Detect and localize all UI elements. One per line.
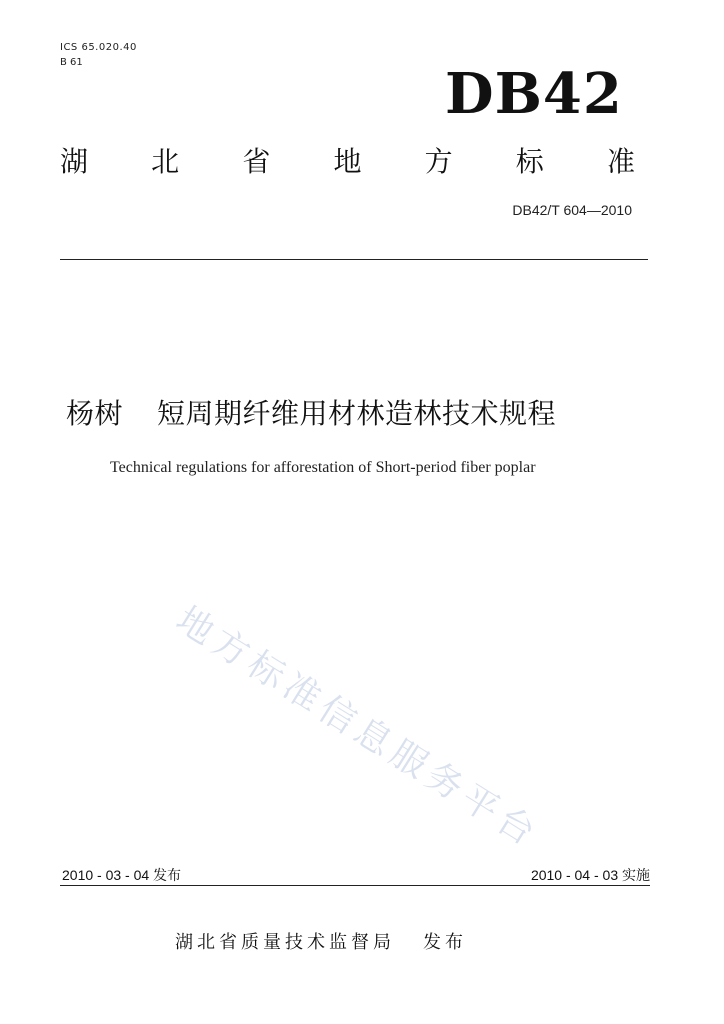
issuer-action: 发布 (423, 932, 467, 953)
standard-logo: DB42 (445, 61, 623, 127)
standard-number: DB42/T 604—2010 (512, 202, 632, 218)
footer-divider (60, 885, 650, 886)
ccs-code: B 61 (60, 57, 83, 68)
implementation-date: 2010 - 04 - 03 实施 (530, 867, 650, 883)
title-english: Technical regulations for afforestation of Short-period fiber poplar (110, 459, 536, 476)
standard-type-char: 地 (333, 145, 362, 178)
standard-type-char: 省 (242, 145, 271, 178)
standard-type-char: 准 (606, 145, 635, 178)
issuer-line (175, 930, 467, 956)
issuer-name: 湖北省质量技术监督局 (175, 932, 395, 953)
standard-type-heading (60, 140, 635, 184)
watermark: 地方标准信息服务平台 (168, 599, 547, 857)
standard-type-char: 北 (151, 145, 180, 178)
standard-type-char: 方 (424, 145, 453, 178)
title-chinese (66, 392, 556, 436)
header-divider (60, 259, 648, 260)
issue-date: 2010 - 03 - 04 发布 (62, 867, 182, 883)
standard-type-char: 湖 (60, 145, 89, 178)
ics-code: ICS 65.020.40 (60, 42, 137, 53)
title-chinese-part2: 短周期纤维用材林造林技术规程 (157, 397, 557, 430)
standard-type-char: 标 (515, 145, 544, 178)
title-chinese-part1: 杨树 (66, 397, 124, 430)
